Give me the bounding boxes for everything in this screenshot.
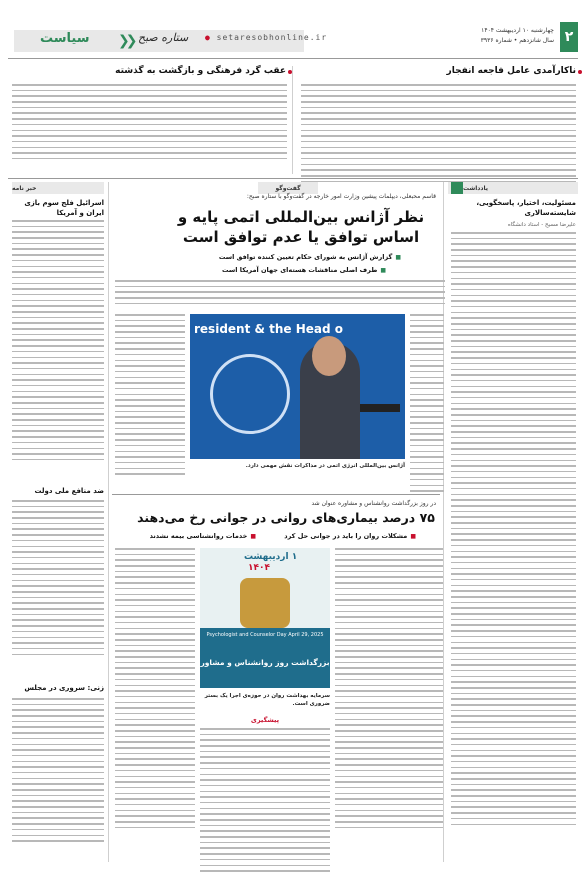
column-divider bbox=[108, 182, 109, 862]
section-divider bbox=[8, 178, 578, 179]
box-title: پیشگیری bbox=[250, 716, 280, 724]
article-text bbox=[12, 500, 104, 659]
interview-kicker: قاسم محبعلی، دیپلمات پیشین وزارت امور خارجه در گفت‌وگو با ستاره صبح: bbox=[246, 193, 436, 200]
section-divider bbox=[112, 494, 440, 495]
lower-headline[interactable]: ۷۵ درصد بیماری‌های روانی در جوانی رخ می‌دهند bbox=[137, 510, 435, 525]
poster-persian-title: بزرگداشت روز روانشناس و مشاور bbox=[200, 658, 330, 667]
article-text bbox=[301, 84, 576, 186]
top-headline-right[interactable]: ناکارآمدی عامل فاجعه انفجار bbox=[446, 66, 576, 76]
page-number: ۲ bbox=[560, 22, 578, 52]
subheadline-2: ■ طرف اصلی مناقشات هسته‌ای جهان آمریکا است bbox=[222, 266, 386, 274]
news-item-title[interactable]: زنی: سروری در مجلس bbox=[24, 684, 104, 692]
article-text bbox=[200, 728, 330, 874]
news-item-title[interactable]: اسرائیل فلج سوم بازی ایران و آمریکا bbox=[24, 199, 104, 217]
article-text bbox=[410, 314, 444, 496]
main-headline[interactable]: نظر آژانس بین‌المللی اتمی پایه و اساس توافق یا عدم توافق است bbox=[177, 208, 425, 246]
article-text bbox=[115, 314, 185, 479]
article-text bbox=[115, 548, 195, 832]
poster-date: ۱ اردیبهشت bbox=[244, 552, 298, 562]
chevron-left-icon: ❮❮ bbox=[118, 33, 134, 49]
page-header bbox=[0, 0, 586, 60]
subheadline-1: ■ گزارش آژانس به شورای حکام تعیین کننده توافق است bbox=[219, 253, 401, 261]
author-byline: علیرضا مسیح - استاد دانشگاه bbox=[507, 222, 576, 228]
iaea-logo-icon bbox=[210, 354, 290, 434]
statue-icon bbox=[240, 578, 290, 628]
article-text bbox=[12, 698, 104, 846]
article-text bbox=[451, 232, 576, 829]
lower-subheadline-1: ■ مشکلات روان را باید در جوانی حل کرد bbox=[284, 532, 416, 540]
news-item-title[interactable]: ضد منافع ملی دولت bbox=[34, 487, 104, 495]
lower-kicker: در روز بزرگداشت روانشناس و مشاوره عنوان شد bbox=[311, 500, 436, 507]
column-label: خبر نامه bbox=[12, 182, 104, 194]
article-text bbox=[12, 220, 104, 465]
column-divider bbox=[292, 66, 293, 174]
photo-caption: آژانس بین‌المللی انرژی اتمی در مذاکرات نقش مهمی دارد. bbox=[245, 463, 405, 469]
poster-year: ۱۴۰۴ bbox=[248, 563, 270, 573]
section-label: گفت‌وگو bbox=[258, 182, 318, 194]
poster-caption: سرمایه بهداشت روان در حوزه‌ی اجرا یک بستر ضروری است. bbox=[204, 693, 330, 707]
photo-banner-text: resident & the Head o bbox=[194, 322, 344, 336]
column-label: یادداشت bbox=[448, 182, 578, 194]
top-headline-left[interactable]: عقب گرد فرهنگی و بازگشت به گذشته bbox=[115, 66, 286, 76]
article-text bbox=[115, 280, 445, 308]
microphone-icon bbox=[360, 404, 400, 412]
news-photo bbox=[190, 314, 405, 459]
opinion-title[interactable]: مسئولیت، اختیار، پاسخگویی، شایسته‌سالاری bbox=[476, 199, 576, 217]
date-line: چهارشنبه ۱۰ اردیبهشت ۱۴۰۴ سال شانزدهم • شماره ۳۹۳۶ bbox=[480, 27, 554, 44]
article-text bbox=[335, 548, 443, 832]
event-poster bbox=[200, 548, 330, 688]
site-url[interactable]: ● setaresobhonline.ir bbox=[205, 33, 328, 42]
speaker-head bbox=[312, 336, 346, 376]
newspaper-logo: ستاره صبح bbox=[138, 31, 189, 44]
lower-subheadline-2: ■ خدمات روانشناسی بیمه نشدند bbox=[150, 532, 256, 540]
header-divider bbox=[8, 58, 578, 59]
article-text bbox=[12, 84, 287, 164]
bullet-icon bbox=[578, 70, 582, 74]
poster-english-title: Psychologist and Counselor Day April 29, 2025 bbox=[206, 632, 324, 638]
section-title: سیاست bbox=[40, 31, 90, 46]
note-icon bbox=[451, 182, 463, 194]
